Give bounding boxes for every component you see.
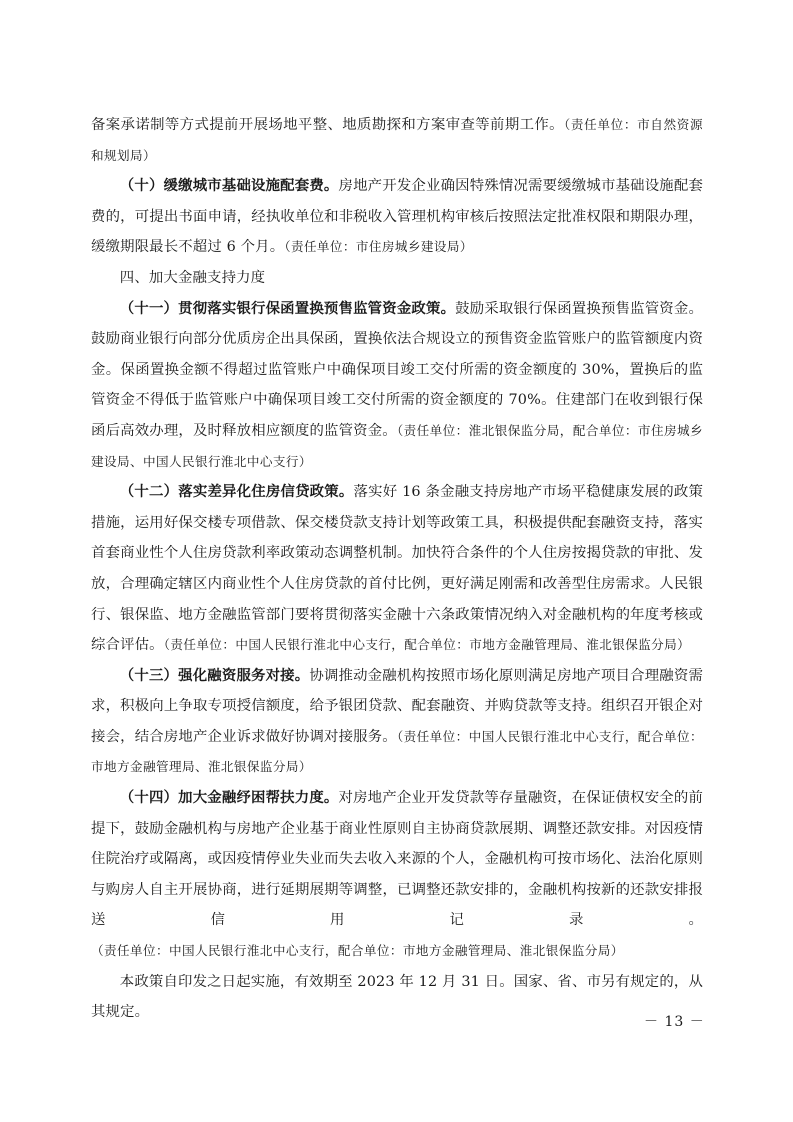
document-page [91,110,703,1028]
paragraph [91,263,703,294]
paragraph [91,661,703,783]
responsibility-note: （责任单位：市自然资源和规划局） [91,117,703,163]
paragraph-text: 对房地产企业开发贷款等存量融资，在保证债权安全的前提下，鼓励金融机构与房地产企业基于商业性原则自主协商贷款展期、调整还款安排。对因疫情住院治疗或隔离，或因疫情停业失业而失去收入来源的个人，金融机构可按市场化、法治化原则与购房人自主开展协商，进行延期展期等调整，已调整还款安排的，金融机构按新的还款安排报送信用记录。 [91,790,703,929]
paragraph [91,294,703,478]
page-number: － 13 － [644,1014,705,1030]
paragraph [91,110,703,171]
responsibility-note: （责任单位：市住房城乡建设局） [284,239,473,255]
responsibility-note: （责任单位：淮北银保监分局，配合单位：市住房城乡建设局、中国人民银行淮北中心支行） [91,422,703,469]
section-heading: （十一）贯彻落实银行保函置换预售监管资金政策。 [119,299,456,317]
paragraph-text: 鼓励采取银行保函置换预售监管资金。鼓励商业银行向部分优质房企出具保函，置换依法合规设立的预售资金监管账户的监管额度内资金。保函置换金额不得超过监管账户中确保项目竣工交付所需的资金额度的 30%，置换后的监管资金不得低于监管账户中确保项目竣工交付所需的资金额度的 70%。住建部门在收到银行保函后高效办理，及时释放相应额度的监管资金。 [91,300,703,439]
section-heading: （十二）落实差异化住房信贷政策。 [119,483,354,501]
paragraph-text: 四、加大金融支持力度 [119,269,266,286]
paragraph-text: 备案承诺制等方式提前开展场地平整、地质勘探和方案审查等前期工作。 [91,117,564,133]
section-heading: （十四）加大金融纾困帮扶力度。 [119,789,339,807]
responsibility-note: （责任单位：中国人民银行淮北中心支行，配合单位：市地方金融管理局、淮北银保监分局） [163,637,691,653]
paragraph-text: 本政策自印发之日起实施，有效期至 2023 年 12 月 31 日。国家、省、市另有规定的，从其规定。 [91,973,703,1021]
paragraph-text: 落实好 16 条金融支持房地产市场平稳健康发展的政策措施，运用好保交楼专项借款、保交楼贷款支持计划等政策工具，积极提供配套融资支持，落实首套商业性个人住房贷款利率政策动态调整机制。加快符合条件的个人住房按揭贷款的审批、发放，合理确定辖区内商业性个人住房贷款的首付比例，更好满足刚需和改善型住房需求。人民银行、银保监、地方金融监管部门要将贯彻落实金融十六条政策情况纳入对金融机构的年度考核或综合评估。 [91,484,703,654]
paragraph [91,477,703,661]
responsibility-note: （责任单位：中国人民银行淮北中心支行，配合单位：市地方金融管理局、淮北银保监分局） [91,728,703,775]
responsibility-note: （责任单位：中国人民银行淮北中心支行，配合单位：市地方金融管理局、淮北银保监分局） [91,943,624,959]
paragraph [91,783,703,967]
section-heading: （十三）强化融资服务对接。 [119,666,310,684]
paragraph-text: 协调推动金融机构按照市场化原则满足房地产项目合理融资需求，积极向上争取专项授信额度，给予银团贷款、配套融资、并购贷款等支持。组织召开银企对接会，结合房地产企业诉求做好协调对接服务。 [91,667,703,745]
paragraph [91,967,703,1028]
paragraph-text: 房地产开发企业确因特殊情况需要缓缴城市基础设施配套费的，可提出书面申请，经执收单位和非税收入管理机构审核后按照法定批准权限和期限办理，缓缴期限最长不超过 6 个月。 [91,178,703,256]
section-heading: （十）缓缴城市基础设施配套费。 [119,177,339,195]
paragraph [91,171,703,263]
